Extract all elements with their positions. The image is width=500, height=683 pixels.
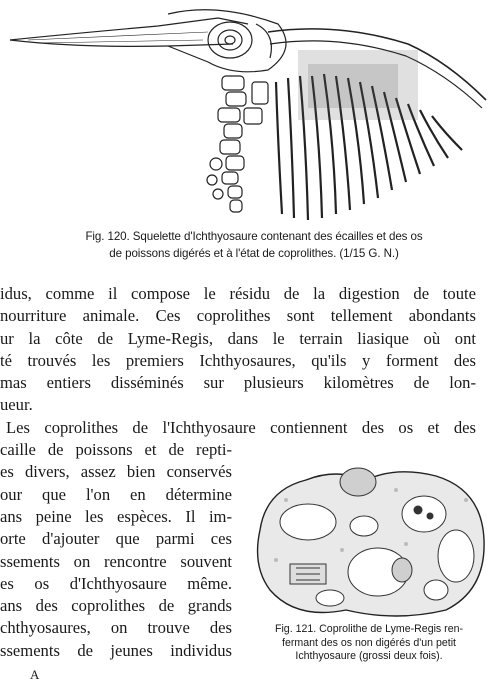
- body-line: nourriture animale. Ces coprolithes sont tellement abondants: [0, 306, 476, 326]
- body-line-narrow: es os d'Ichthyosaure même.: [0, 573, 232, 593]
- body-line-narrow: ans des coprolithes de grands: [0, 596, 232, 616]
- body-line: té trouvés les premiers Ichthyosaures, qu'ils y forment des: [0, 350, 476, 370]
- ichthyosaur-skeleton-illustration: [8, 4, 492, 226]
- figure-120-caption-line: Fig. 120. Squelette d'Ichthyosaure contenant des écailles et des os: [85, 230, 423, 243]
- body-line-narrow: caille de poissons et de repti-: [0, 440, 232, 460]
- paragraph-first-line: Les coprolithes de l'Ichthyosaure contiennent des os et des: [6, 417, 476, 437]
- cut-off-line-fragment: A: [30, 667, 40, 682]
- body-line: ueur.: [0, 395, 33, 415]
- body-line-narrow: ans peine les espèces. Il im-: [0, 506, 232, 526]
- body-line: ur la côte de Lyme-Regis, dans le terrain liasique où ont: [0, 328, 476, 348]
- figure-121-caption-line: fermant des os non digérés d'un petit: [282, 636, 456, 649]
- figure-120-caption: [34, 228, 474, 262]
- figure-121-caption-line: Ichthyosaure (grossi deux fois).: [295, 650, 443, 662]
- coprolite-illustration: [246, 460, 490, 620]
- figure-121-caption: [240, 623, 498, 664]
- body-line: mas entiers disséminés sur plusieurs kilomètres de lon-: [0, 373, 476, 393]
- body-line-narrow: chthyosaures, on trouve des: [0, 618, 232, 638]
- body-line-narrow: our que l'on en détermine: [0, 484, 232, 504]
- figure-121-caption-line: Fig. 121. Coprolithe de Lyme-Regis ren-: [274, 623, 464, 635]
- body-line-narrow: orte d'ajouter que parmi ces: [0, 529, 232, 549]
- body-line: idus, comme il compose le résidu de la digestion de toute: [0, 284, 476, 303]
- body-line-narrow: ssements de jeunes individus: [0, 640, 232, 660]
- figure-120-caption-line: de poissons digérés et à l'état de coprolithes. (1/15 G. N.): [109, 247, 399, 260]
- body-line-narrow: ssements on rencontre souvent: [0, 551, 232, 571]
- body-line-narrow: es divers, assez bien conservés: [0, 462, 232, 482]
